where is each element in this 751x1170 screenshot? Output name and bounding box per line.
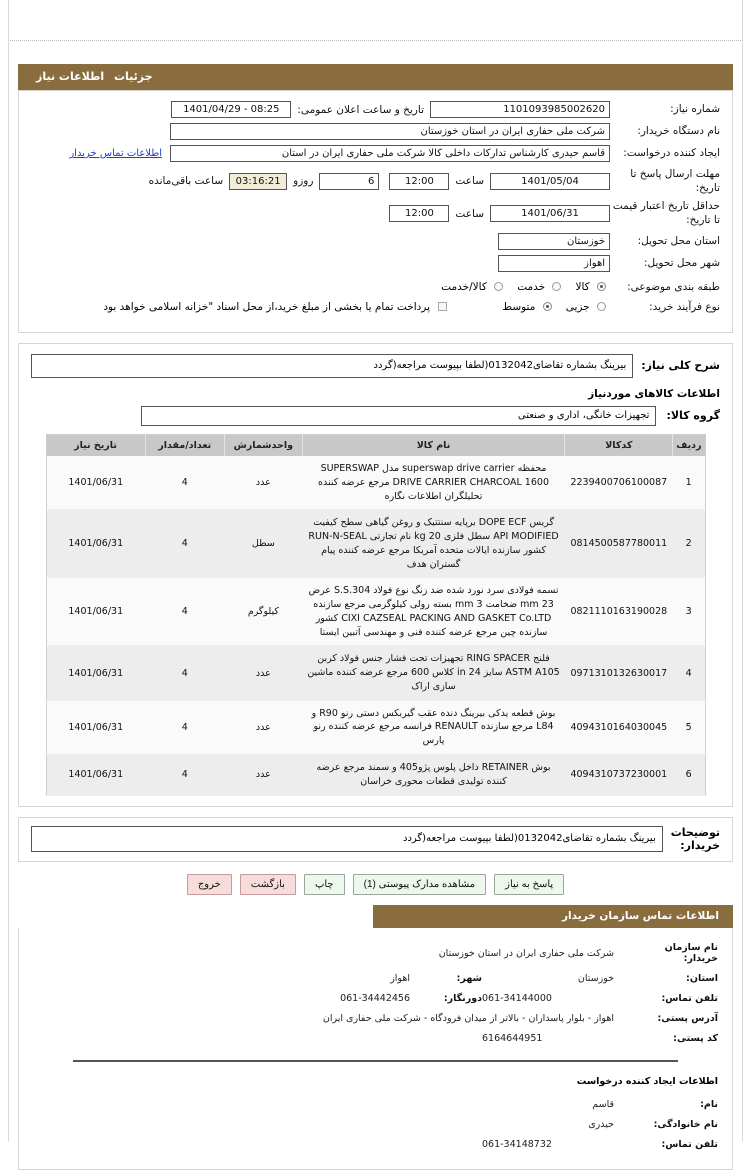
cell-row: 4 [673, 646, 705, 700]
row-delivery-city [31, 255, 720, 272]
buyer-remarks-label [671, 826, 720, 854]
buyer-remarks-label-line1: توضیحات [670, 825, 720, 839]
cell-date: 1401/06/31 [46, 646, 145, 700]
row-contact-org [33, 942, 718, 964]
treasury-checkbox-wrap[interactable] [103, 301, 452, 313]
goods-table [46, 434, 706, 796]
view-attachments-button[interactable]: مشاهده مدارک پیوستی (1) [353, 874, 487, 895]
delivery-city-label: شهر محل تحویل: [644, 257, 720, 270]
buyer-contact-link[interactable]: اطلاعات تماس خریدار [69, 148, 162, 159]
contact-section-header: اطلاعات تماس سازمان خریدار [373, 905, 733, 928]
tab-details[interactable]: جزئیات [113, 70, 153, 83]
contact-address-label: آدرس پستی: [657, 1013, 718, 1025]
cell-date: 1401/06/31 [46, 510, 145, 578]
cell-code: 0971310132630017 [565, 646, 673, 700]
contact-fax-value: 061-34442456 [340, 993, 410, 1005]
contact-city-label: شهر: [456, 973, 482, 985]
contact-fax-label: دورنگار: [443, 993, 482, 1005]
table-row[interactable] [46, 578, 705, 646]
cell-code: 4094310164030045 [565, 700, 673, 754]
cell-code: 0821110163190028 [565, 578, 673, 646]
row-creator [31, 145, 720, 162]
table-row[interactable] [46, 754, 705, 795]
classification-goods-label: کالا [575, 280, 590, 293]
creator-first-name-value: قاسم [592, 1099, 614, 1111]
buyer-remarks-panel [18, 817, 733, 863]
cell-row: 2 [673, 510, 705, 578]
buyer-remarks-label-line2: خریدار: [680, 839, 720, 853]
table-row[interactable] [46, 646, 705, 700]
row-delivery-province [31, 233, 720, 250]
classification-service-label: خدمت [517, 280, 546, 293]
cell-qty: 4 [145, 510, 224, 578]
cell-name: بوش RETAINER داخل پلوس پژو405 و سمند مرجع عرضه کننده تولیدی قطعات محوری خراسان [302, 754, 565, 795]
classification-option-goods[interactable] [575, 281, 610, 293]
cell-row: 6 [673, 754, 705, 795]
row-buyer-org [31, 123, 720, 140]
goods-info-heading: اطلاعات کالاهای موردنیاز [588, 387, 720, 400]
radio-both-icon[interactable] [494, 282, 503, 291]
process-option-minor[interactable] [566, 301, 610, 313]
announce-label: تاریخ و ساعت اعلان عمومی: [297, 103, 424, 116]
radio-minor-icon[interactable] [597, 302, 606, 311]
row-contact-address [33, 1013, 718, 1024]
respond-to-need-button[interactable]: پاسخ به نیاز [494, 874, 564, 895]
tab-need-info[interactable]: اطلاعات نیاز [36, 70, 105, 83]
cell-date: 1401/06/31 [46, 754, 145, 795]
goods-group-value[interactable]: تجهیزات خانگی، اداری و صنعتی [141, 406, 656, 426]
row-price-validity [31, 200, 720, 227]
cell-code: 2239400706100087 [565, 456, 673, 510]
countdown-timer: 03:16:21 [229, 173, 287, 190]
cell-row: 3 [673, 578, 705, 646]
creator-phone-label: تلفن تماس: [661, 1139, 718, 1151]
print-button[interactable]: چاپ [304, 874, 345, 895]
price-validity-time-label: ساعت [455, 207, 484, 220]
deadline-time-label: ساعت [455, 175, 484, 188]
need-info-panel [18, 90, 733, 333]
row-contact-postal [33, 1033, 718, 1044]
cell-unit: عدد [225, 700, 303, 754]
action-button-row [18, 874, 733, 895]
cell-date: 1401/06/31 [46, 578, 145, 646]
price-validity-time[interactable]: 12:00 [389, 205, 449, 222]
row-creator-phone [33, 1139, 718, 1150]
cell-qty: 4 [145, 754, 224, 795]
cell-qty: 4 [145, 700, 224, 754]
row-need-number [31, 101, 720, 118]
col-code: کدکالا [565, 434, 673, 456]
radio-goods-icon[interactable] [597, 282, 606, 291]
contact-province-value: خوزستان [577, 973, 614, 985]
col-qty: تعداد/مقدار [145, 434, 224, 456]
contact-city-value: اهواز [390, 973, 410, 985]
row-deadline [31, 167, 720, 195]
contact-address-value: اهواز - بلوار پاسداران - بالاتر از میدان فرودگاه - شرکت ملی حفاری ایران [322, 1013, 614, 1025]
creator-first-name-label: نام: [700, 1099, 718, 1111]
price-validity-date[interactable]: 1401/06/31 [490, 205, 610, 222]
row-need-summary [31, 354, 720, 378]
need-summary-value[interactable]: بیرینگ بشماره تقاضای0132042(لطفا بپیوست مراجعه(گردد [31, 354, 633, 378]
cell-code: 4094310737230001 [565, 754, 673, 795]
contact-phone-label: تلفن تماس: [661, 993, 718, 1005]
creator-phone-value: 061-34148732 [482, 1139, 552, 1151]
delivery-city-value[interactable]: اهواز [498, 255, 610, 272]
row-contact-province [33, 973, 718, 984]
cell-unit: سطل [225, 510, 303, 578]
row-buyer-remarks [31, 826, 720, 854]
need-number-value[interactable]: 1101093985002620 [430, 101, 610, 118]
contact-org-value: شرکت ملی حفاری ایران در استان خوزستان [438, 947, 614, 959]
delivery-province-label: استان محل تحویل: [637, 235, 720, 248]
col-unit: واحدشمارش [225, 434, 303, 456]
cell-name: بوش قطعه یدکی بیرینگ دنده عقب گیربکس دستی رنو R90 و L84 مرجع سازنده RENAULT فرانسه مرجع عرضه کننده رنو پارس [302, 700, 565, 754]
radio-medium-icon[interactable] [543, 302, 552, 311]
need-number-label: شماره نیاز: [670, 103, 720, 116]
cell-name: تسمه فولادی سرد نورد شده ضد زنگ نوع فولاد S.S.304 عرض 23 mm ضخامت 3 mm بسته رولی کیلوگرمی مرجع سازنده CIXI CAZSEAL PACKING AND GASKET Co.LTD کشور سازنده چین مرجع عرضه کننده فنی و مهندسی آتبین ایستا [302, 578, 565, 646]
row-creator-last-name [33, 1119, 718, 1130]
col-date: تاریخ نیاز [46, 434, 145, 456]
days-remaining: 6 [319, 173, 379, 190]
need-summary-panel [18, 343, 733, 807]
row-classification [31, 280, 720, 294]
days-word-label: روزو [293, 175, 314, 188]
delivery-province-value[interactable]: خوزستان [498, 233, 610, 250]
table-row[interactable] [46, 510, 705, 578]
contact-postal-label: کد پستی: [673, 1033, 718, 1045]
cell-code: 0814500587780011 [565, 510, 673, 578]
back-button[interactable]: بازگشت [240, 874, 296, 895]
contact-province-label: استان: [686, 973, 718, 985]
process-option-medium[interactable] [502, 301, 555, 313]
cell-date: 1401/06/31 [46, 700, 145, 754]
section-header-need-details [18, 64, 733, 90]
exit-button[interactable]: خروج [187, 874, 232, 895]
price-validity-label: حداقل تاریخ اعتبار قیمت تا تاریخ: [612, 200, 720, 226]
row-creator-first-name [33, 1099, 718, 1110]
cell-unit: عدد [225, 456, 303, 510]
announce-value[interactable]: 1401/04/29 - 08:25 [171, 101, 291, 118]
row-goods-group [31, 406, 720, 426]
buyer-remarks-value[interactable]: بیرینگ بشماره تقاضای0132042(لطفا بپیوست مراجعه(گردد [31, 826, 663, 852]
cell-qty: 4 [145, 578, 224, 646]
buyer-org-label: نام دستگاه خریدار: [637, 125, 720, 138]
deadline-date[interactable]: 1401/05/04 [490, 173, 610, 190]
remaining-hours-label: ساعت باقی‌مانده [148, 175, 224, 188]
classification-option-service[interactable] [517, 281, 565, 293]
cell-name: گریس DOPE ECF برپایه سنتتیک و روغن گیاهی سطح کیفیت API MODIFIED سطل فلزی 20 kg نام تجارتی RUN-N-SEAL کشور سازنده ایالات متحده آمریکا مرجع عرضه کننده پیام گستران هدف [302, 510, 565, 578]
treasury-note-label: پرداخت تمام یا بخشی از مبلغ خرید،از محل اسناد "خزانه اسلامی خواهد بود [103, 300, 431, 313]
col-row: ردیف [673, 434, 705, 456]
row-contact-phone [33, 993, 718, 1004]
need-summary-label: شرح کلی نیاز: [641, 359, 720, 373]
cell-qty: 4 [145, 456, 224, 510]
creator-value[interactable]: قاسم حیدری کارشناس تدارکات داخلی کالا شرکت ملی حفاری ایران در استان [170, 145, 610, 162]
process-medium-label: متوسط [502, 300, 536, 313]
cell-qty: 4 [145, 646, 224, 700]
classification-option-both[interactable] [441, 281, 507, 293]
col-name: نام کالا [302, 434, 565, 456]
top-divider [10, 40, 741, 41]
buyer-org-value[interactable]: شرکت ملی حفاری ایران در استان خوزستان [170, 123, 610, 140]
cell-name: فلنج RING SPACER تجهیزات تحت فشار جنس فولاد کربن ASTM A105 سایز 24 in کلاس 600 مرجع عرضه کننده ماشین سازی اراک [302, 646, 565, 700]
goods-group-label: گروه کالا: [666, 409, 720, 423]
creator-last-name-value: حیدری [588, 1119, 614, 1131]
row-process-type [31, 300, 720, 314]
cell-row: 5 [673, 700, 705, 754]
process-label: نوع فرآیند خرید: [649, 300, 720, 313]
cell-row: 1 [673, 456, 705, 510]
deadline-label: مهلت ارسال پاسخ تا تاریخ: [630, 168, 720, 195]
table-row[interactable] [46, 456, 705, 510]
classification-both-label: کالا/خدمت [441, 280, 487, 293]
cell-date: 1401/06/31 [46, 456, 145, 510]
deadline-time[interactable]: 12:00 [389, 173, 449, 190]
classification-label: طبقه بندی موضوعی: [627, 280, 720, 293]
creator-section-heading: اطلاعات ایجاد کننده درخواست [576, 1076, 718, 1088]
cell-unit: عدد [225, 754, 303, 795]
contact-divider [73, 1060, 678, 1062]
creator-label: ایجاد کننده درخواست: [623, 147, 720, 160]
cell-unit: کیلوگرم [225, 578, 303, 646]
contact-postal-value: 6164644951 [482, 1033, 543, 1045]
contact-panel [18, 928, 733, 1170]
process-minor-label: جزيی [565, 300, 590, 313]
contact-phone-value: 061-34144000 [482, 993, 552, 1005]
table-row[interactable] [46, 700, 705, 754]
cell-name: محفظه superswap drive carrier مدل SUPERSWAP DRIVE CARRIER CHARCOAL 1600 مرجع عرضه کننده تحلیلگران اطلاعات نگاره [302, 456, 565, 510]
main-content [18, 52, 733, 1170]
contact-org-label: نام سازمان خریدار: [664, 942, 718, 965]
radio-service-icon[interactable] [552, 282, 561, 291]
creator-last-name-label: نام خانوادگی: [653, 1119, 718, 1131]
cell-unit: عدد [225, 646, 303, 700]
treasury-checkbox-icon[interactable] [438, 302, 447, 311]
goods-table-header-row [46, 434, 705, 456]
